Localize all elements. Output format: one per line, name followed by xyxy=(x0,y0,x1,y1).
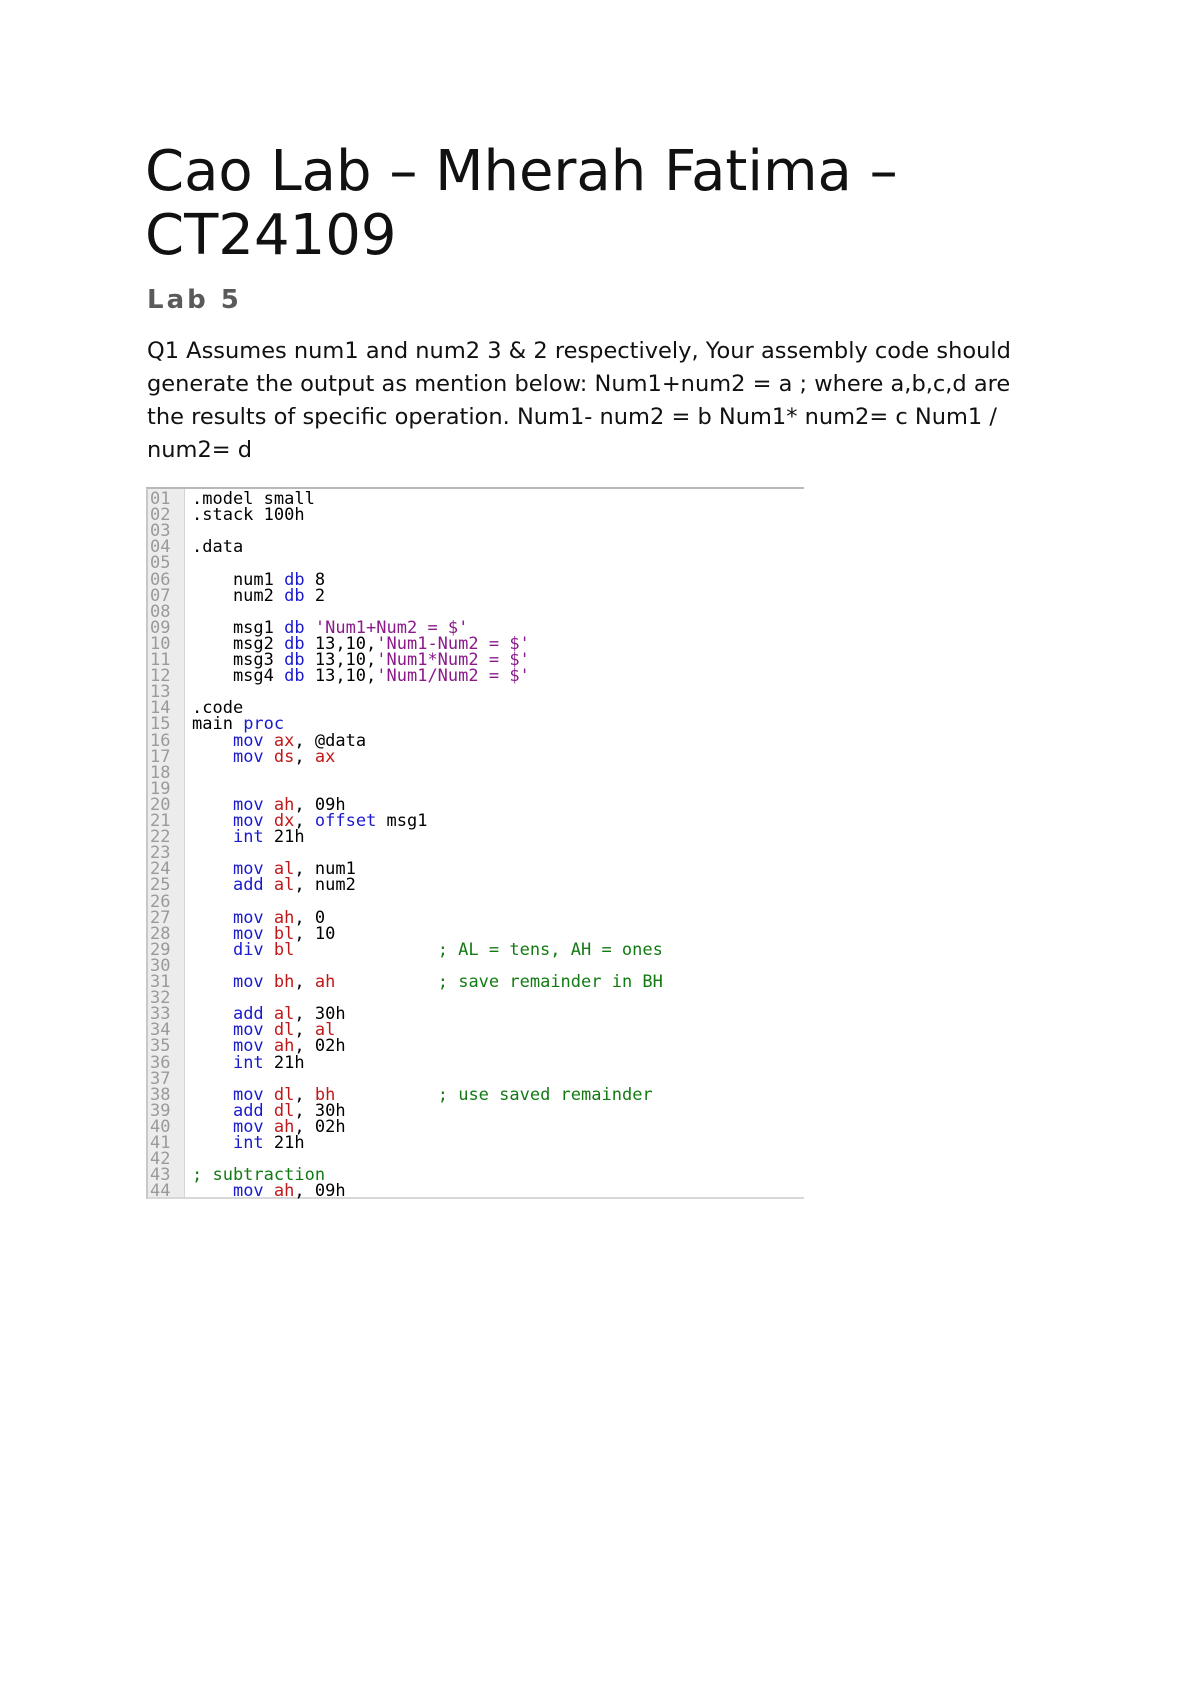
code-token: ah xyxy=(273,1116,295,1137)
line-number: 27 xyxy=(150,907,171,928)
code-token: al xyxy=(273,859,295,880)
code-token xyxy=(192,972,233,992)
code-token: msg1 xyxy=(192,617,285,638)
code-token: .stack 100h xyxy=(192,505,305,526)
line-number: 09 xyxy=(150,617,171,638)
line-number: 04 xyxy=(150,537,171,558)
code-token: mov xyxy=(232,811,264,831)
code-text xyxy=(192,746,336,767)
code-token: db xyxy=(284,650,305,670)
code-token: mov xyxy=(232,746,264,767)
line-number: 11 xyxy=(150,650,171,670)
line-number: 21 xyxy=(150,811,171,831)
line-number: 17 xyxy=(150,746,171,767)
code-token: bl xyxy=(273,939,295,960)
line-number: 43 xyxy=(150,1165,171,1186)
code-line xyxy=(148,505,804,526)
code-token: ah xyxy=(273,794,295,815)
code-line xyxy=(148,1052,804,1073)
question-text: Q1 Assumes num1 and num2 3 & 2 respectively, Your assembly code should generate the output as mention below: Num1+num2 = a ; where a,b,c,d are the results of specific operation. Num1- num2 = b Num1* num2= c Num1 / num2= d xyxy=(147,338,1011,463)
code-token: .data xyxy=(192,537,244,558)
code-token: 'Num1/Num2 = $' xyxy=(376,666,530,687)
line-number: 30 xyxy=(150,955,171,976)
code-line xyxy=(148,875,804,896)
code-token: add xyxy=(232,1004,264,1025)
line-number: 25 xyxy=(150,875,171,896)
line-number: 07 xyxy=(150,585,171,606)
line-number: 02 xyxy=(150,505,171,526)
code-line xyxy=(148,974,804,990)
line-number: 01 xyxy=(150,489,171,509)
code-token: mov xyxy=(232,1084,264,1105)
code-token xyxy=(264,972,274,992)
code-line xyxy=(148,762,804,783)
code-token: ; subtraction xyxy=(192,1165,326,1186)
code-token: ah xyxy=(273,1181,295,1199)
code-text xyxy=(192,974,663,990)
line-number: 03 xyxy=(150,521,171,542)
code-token: , xyxy=(294,972,315,992)
code-token: bh xyxy=(273,972,295,992)
code-line xyxy=(148,682,804,703)
code-line xyxy=(148,1135,804,1151)
code-token: , 02h xyxy=(294,1116,346,1137)
code-token: 8 xyxy=(304,569,326,590)
code-token: ds xyxy=(273,746,295,767)
line-number: 37 xyxy=(150,1068,171,1089)
code-token: mov xyxy=(232,794,264,815)
code-token: 13,10, xyxy=(304,650,377,670)
line-number: 29 xyxy=(150,939,171,960)
code-line xyxy=(148,537,804,558)
code-token: , xyxy=(294,1020,315,1041)
code-token: , 30h xyxy=(294,1100,346,1121)
code-line xyxy=(148,666,804,687)
code-token: , xyxy=(294,746,315,767)
line-number: 15 xyxy=(150,714,171,735)
line-number: 28 xyxy=(150,923,171,944)
code-token: mov xyxy=(232,730,264,751)
code-text xyxy=(192,666,530,687)
code-token: db xyxy=(284,569,305,590)
code-token: , @data xyxy=(294,730,367,751)
line-number: 44 xyxy=(150,1181,171,1199)
code-token: num1 xyxy=(192,569,285,590)
code-token: 'Num1*Num2 = $' xyxy=(376,650,530,670)
document-title: Cao Lab – Mherah Fatima – CT24109 xyxy=(145,139,898,268)
code-token: , xyxy=(294,811,315,831)
line-number: 24 xyxy=(150,859,171,880)
code-token: mov xyxy=(232,972,264,992)
code-token: bl xyxy=(273,923,295,944)
code-token xyxy=(192,940,233,960)
code-token: al xyxy=(273,875,295,896)
code-token: , 30h xyxy=(294,1004,346,1025)
code-token: .model small xyxy=(192,489,315,509)
code-text xyxy=(192,827,305,848)
line-number: 42 xyxy=(150,1149,171,1170)
code-screenshot xyxy=(146,487,804,1199)
code-token: , num2 xyxy=(294,875,356,896)
code-token: msg3 xyxy=(192,650,285,670)
code-token xyxy=(264,940,274,960)
line-number: 13 xyxy=(150,682,171,703)
code-token: db xyxy=(284,633,305,654)
code-token: .code xyxy=(192,698,244,719)
code-token: bh xyxy=(314,1084,336,1105)
code-token xyxy=(264,875,274,895)
code-token: mov xyxy=(232,1116,264,1137)
code-token: ah xyxy=(273,907,295,928)
code-token xyxy=(192,875,233,895)
line-number: 16 xyxy=(150,730,171,751)
line-number: 35 xyxy=(150,1036,171,1057)
code-token xyxy=(192,1133,233,1153)
code-token: , 02h xyxy=(294,1036,346,1057)
line-number: 40 xyxy=(150,1116,171,1137)
code-token: dl xyxy=(273,1100,295,1121)
code-token: msg2 xyxy=(192,633,285,654)
code-token: db xyxy=(284,585,305,606)
code-token: , 10 xyxy=(294,923,336,944)
code-line xyxy=(148,521,804,542)
code-token xyxy=(192,1181,233,1199)
line-number: 41 xyxy=(150,1133,171,1153)
code-token: ; AL = tens, AH = ones xyxy=(437,939,663,960)
code-line xyxy=(148,585,804,606)
code-token xyxy=(264,1181,274,1199)
code-token: , 0 xyxy=(294,907,326,928)
code-token: db xyxy=(284,617,305,638)
code-token: , xyxy=(294,1084,315,1105)
code-token: add xyxy=(232,875,264,896)
code-token: msg1 xyxy=(376,811,428,831)
line-number: 14 xyxy=(150,698,171,719)
code-token: mov xyxy=(232,1181,264,1199)
code-token: add xyxy=(232,1100,264,1121)
line-number: 19 xyxy=(150,778,171,799)
code-token: proc xyxy=(243,714,285,735)
code-token: ; save remainder in BH xyxy=(437,972,663,992)
code-token: al xyxy=(314,1020,336,1041)
code-token: offset xyxy=(314,811,377,831)
line-number: 23 xyxy=(150,843,171,864)
code-token: ; use saved remainder xyxy=(437,1084,653,1105)
line-number: 22 xyxy=(150,827,171,848)
code-token: 13,10, xyxy=(304,666,377,687)
code-token xyxy=(335,972,437,992)
code-token xyxy=(294,940,437,960)
line-number: 18 xyxy=(150,762,171,783)
code-text xyxy=(192,1183,346,1199)
code-token: ax xyxy=(314,746,336,767)
code-token: 'Num1-Num2 = $' xyxy=(376,633,530,654)
line-number: 12 xyxy=(150,666,171,687)
code-text xyxy=(192,1052,305,1073)
line-number: 31 xyxy=(150,972,171,992)
line-number: 32 xyxy=(150,988,171,1009)
code-token: 2 xyxy=(304,585,326,606)
code-token: int xyxy=(232,1133,264,1153)
code-token: mov xyxy=(232,923,264,944)
line-number: 39 xyxy=(150,1100,171,1121)
code-token: dl xyxy=(273,1084,295,1105)
code-token: 13,10, xyxy=(304,633,377,654)
code-token: mov xyxy=(232,1020,264,1041)
code-line xyxy=(148,746,804,767)
code-token: msg4 xyxy=(192,666,285,687)
code-text xyxy=(192,1135,305,1151)
code-token: 21h xyxy=(263,1052,305,1073)
code-line xyxy=(148,1183,804,1199)
code-text xyxy=(192,875,356,896)
line-number: 08 xyxy=(150,601,171,622)
code-token: db xyxy=(284,666,305,687)
line-number: 34 xyxy=(150,1020,171,1041)
document-subtitle: Lab 5 xyxy=(147,285,242,315)
code-token: int xyxy=(232,1052,264,1073)
line-number: 05 xyxy=(150,553,171,574)
code-token: dl xyxy=(273,1020,295,1041)
line-number: 26 xyxy=(150,891,171,912)
code-token xyxy=(192,827,233,847)
line-number: 06 xyxy=(150,569,171,590)
code-token: , num1 xyxy=(294,859,356,880)
code-token: 21h xyxy=(263,1133,305,1153)
line-number: 36 xyxy=(150,1052,171,1073)
code-token: dx xyxy=(273,811,295,831)
code-text xyxy=(192,505,305,526)
code-token: ah xyxy=(314,972,336,992)
code-token: ah xyxy=(273,1036,295,1057)
code-token: mov xyxy=(232,1036,264,1057)
code-token: 'Num1+Num2 = $' xyxy=(314,617,469,638)
code-token: ax xyxy=(273,730,295,751)
code-token xyxy=(264,747,274,767)
code-text xyxy=(192,585,326,606)
code-token: mov xyxy=(232,859,264,880)
line-number: 10 xyxy=(150,633,171,654)
code-token xyxy=(192,1053,233,1073)
code-line xyxy=(148,827,804,848)
code-token xyxy=(192,747,233,767)
code-token: mov xyxy=(232,907,264,928)
code-line xyxy=(148,939,804,960)
code-text xyxy=(192,939,663,960)
code-token: div xyxy=(232,939,264,960)
code-text xyxy=(192,537,244,558)
code-token: , 09h xyxy=(294,1181,346,1199)
line-number: 20 xyxy=(150,794,171,815)
code-token: , 09h xyxy=(294,794,346,815)
code-token xyxy=(335,1085,437,1105)
line-number: 33 xyxy=(150,1004,171,1025)
code-token: al xyxy=(273,1004,295,1025)
code-token: num2 xyxy=(192,585,285,606)
code-token: int xyxy=(232,827,264,848)
code-token: 21h xyxy=(263,827,305,848)
line-number: 38 xyxy=(150,1084,171,1105)
code-token: main xyxy=(192,714,244,735)
